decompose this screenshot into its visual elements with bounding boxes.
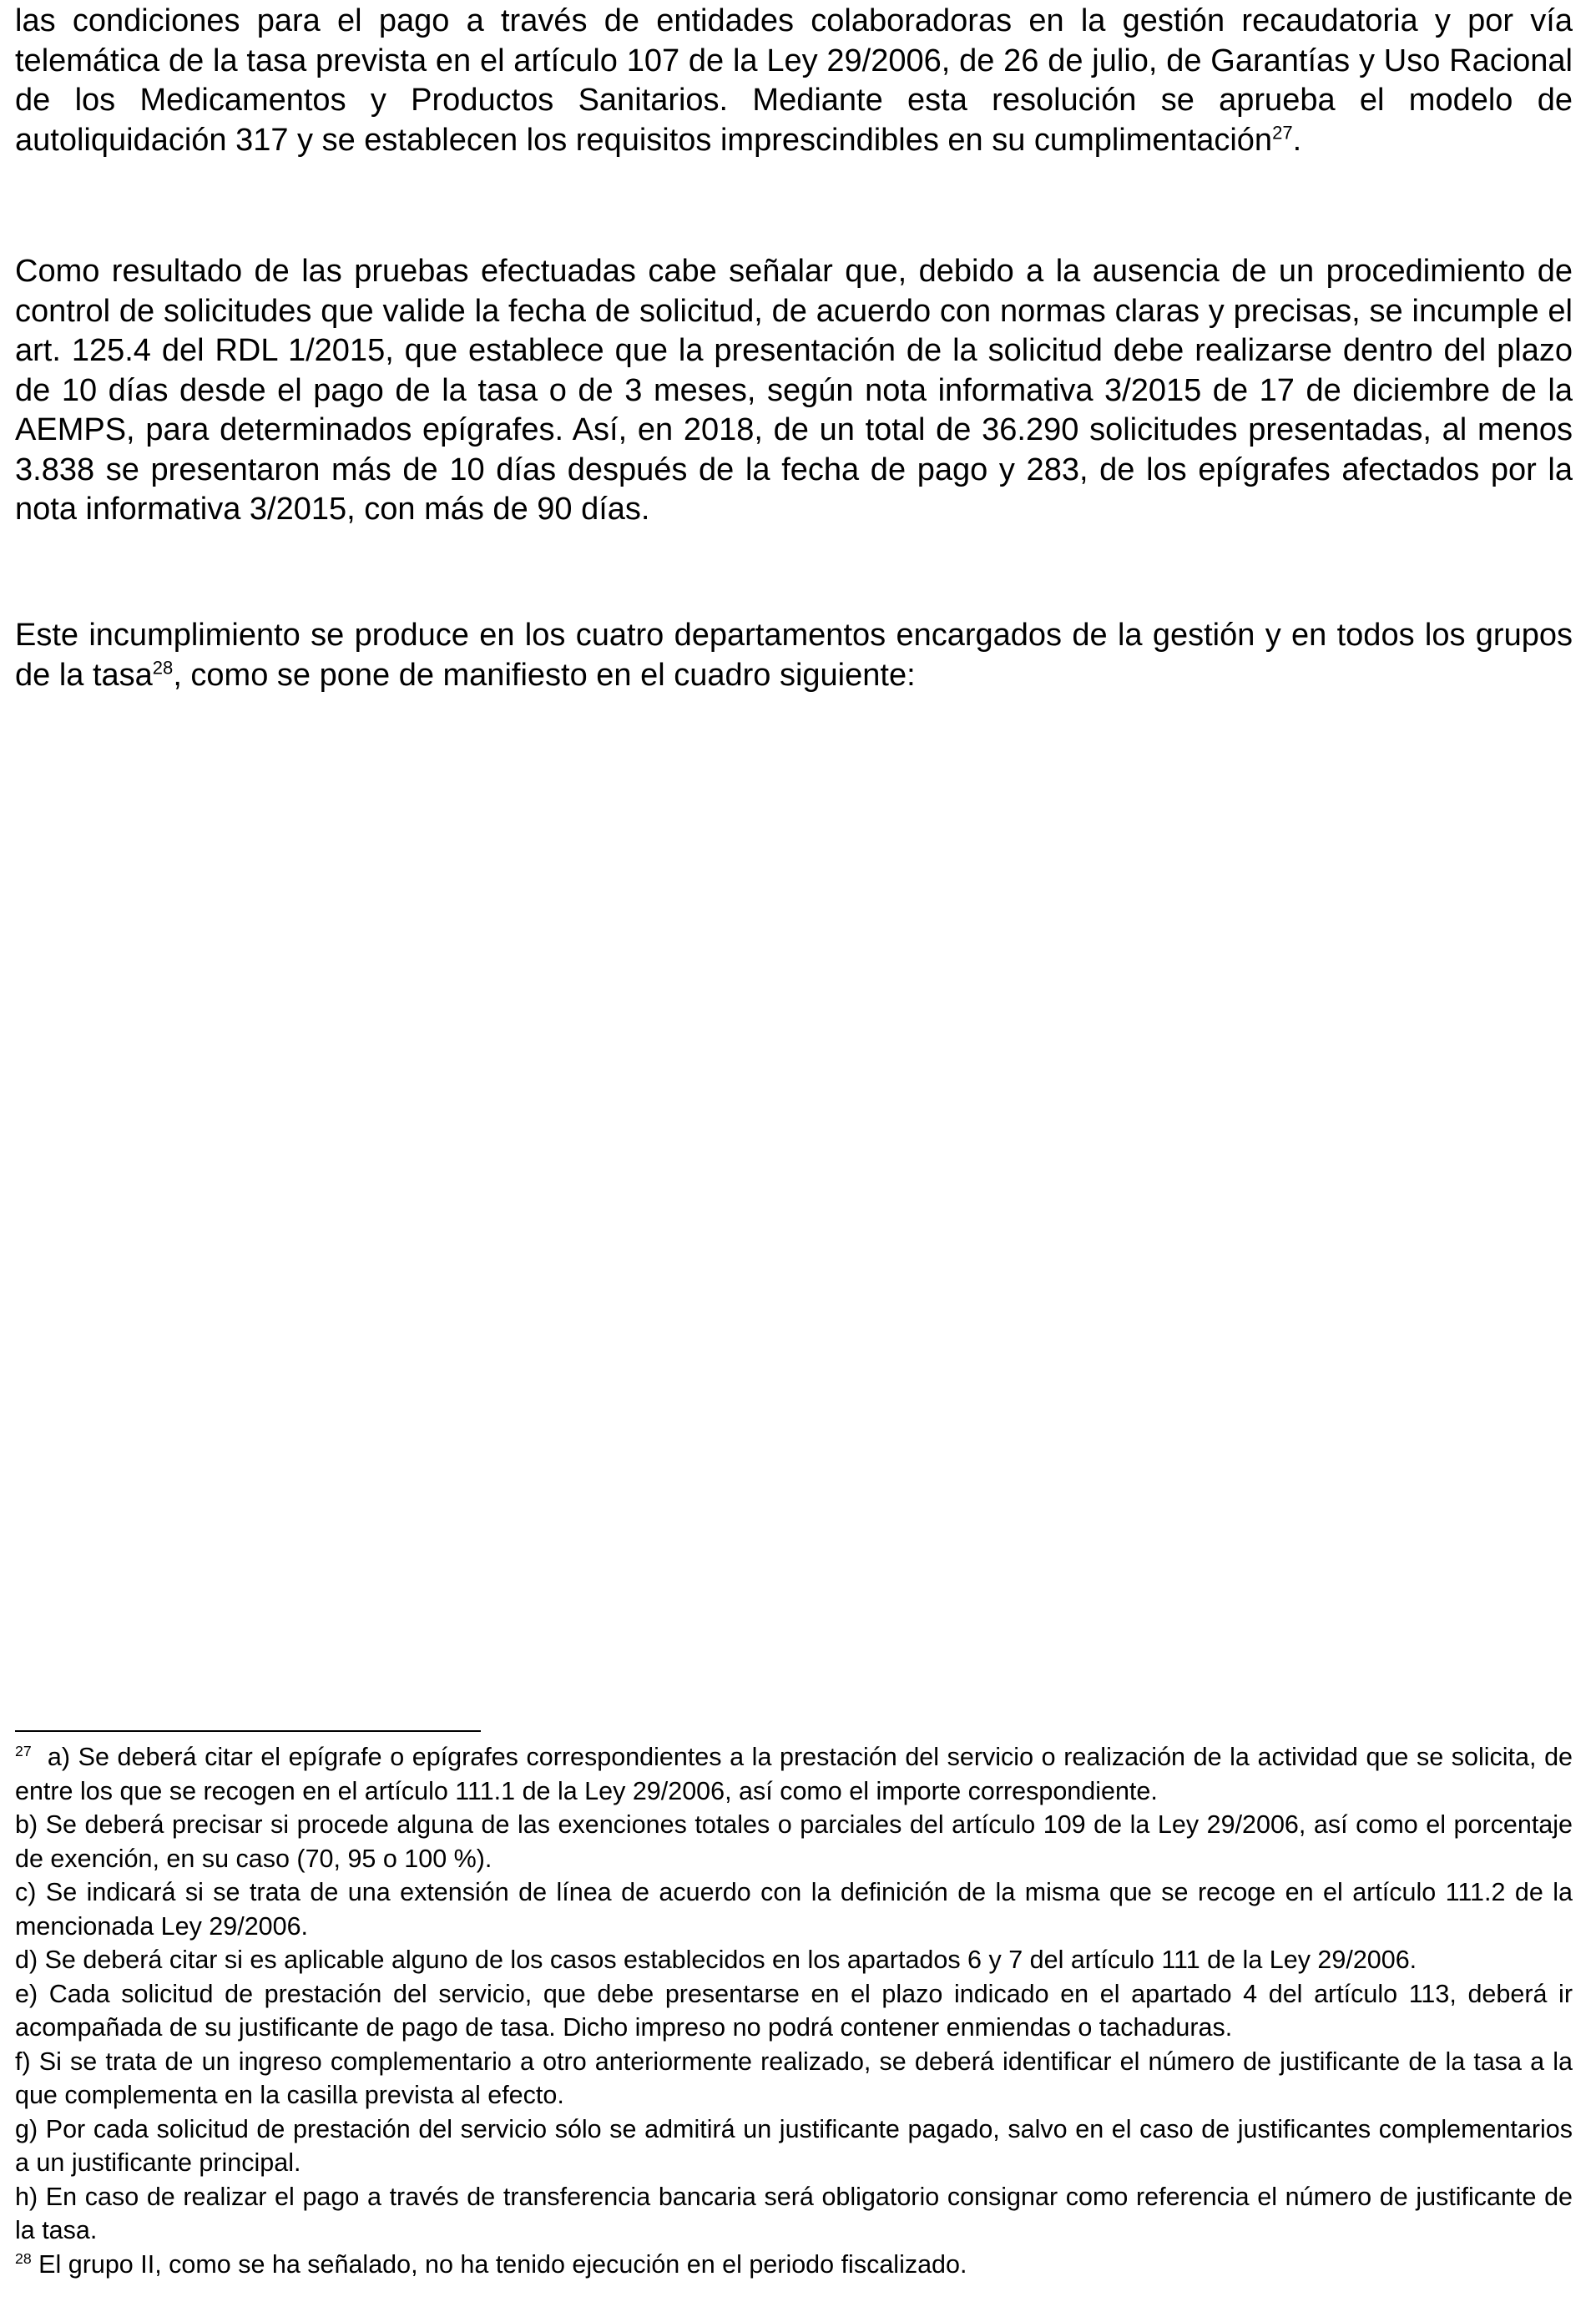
paragraph-3-text: Este incumplimiento se produce en los cuatro departamentos encargados de la gestión y en todos los grupos de la tasa <box>15 618 1573 693</box>
footnote-ref-28[interactable]: 28 <box>152 656 174 678</box>
paragraph-3 <box>15 616 1573 695</box>
footnote-27-item-d: d) Se deberá citar si es aplicable alguno de los casos establecidos en los apartados 6 y 7 del artículo 111 de la Ley 29/2006. <box>15 1946 1417 1974</box>
footnote-27-item-g: g) Por cada solicitud de prestación del servicio sólo se admitirá un justificante pagado, salvo en el caso de justificantes complementarios a un justificante principal. <box>15 2114 1573 2177</box>
footnote-28 <box>15 2248 1573 2282</box>
footnotes <box>15 1740 1573 2281</box>
footnote-27-item-b: b) Se deberá precisar si procede alguna de las exenciones totales o parciales del artículo 109 de la Ley 29/2006, así como el porcentaje de exención, en su caso (70, 95 o 100 %). <box>15 1810 1573 1873</box>
footnote-27-item-a <box>15 1740 1573 1808</box>
paragraph-2 <box>15 252 1573 530</box>
paragraph-3-tail: , como se pone de manifiesto en el cuadro siguiente: <box>173 657 916 693</box>
footnote-27-item-f: f) Si se trata de un ingreso complementario a otro anteriormente realizado, se deberá identificar el número de justificante de la tasa a la que complementa en la casilla prevista al efecto. <box>15 2047 1573 2109</box>
footnote-28-number: 28 <box>15 2249 32 2267</box>
paragraph-1-tail: . <box>1292 122 1302 158</box>
footnote-28-text: El grupo II, como se ha señalado, no ha tenido ejecución en el periodo fiscalizado. <box>38 2249 967 2279</box>
footnote-27-item-a-text: a) Se deberá citar el epígrafe o epígrafes correspondientes a la prestación del servicio o realización de la actividad que se solicita, de entre los que se recogen en el artículo 111.1 de la Ley 29/2006, así como el importe correspondiente. <box>15 1743 1573 1805</box>
footnote-27-item-c: c) Se indicará si se trata de una extensión de línea de acuerdo con la definición de la misma que se recoge en el artículo 111.2 de la mencionada Ley 29/2006. <box>15 1878 1573 1941</box>
footnote-27-item-h: h) En caso de realizar el pago a través de transferencia bancaria será obligatorio consignar como referencia el número de justificante de la tasa. <box>15 2182 1573 2244</box>
footnote-27-number: 27 <box>15 1742 32 1759</box>
paragraph-1-text: las condiciones para el pago a través de entidades colaboradoras en la gestión recaudatoria y por vía telemática de la tasa prevista en el artículo 107 de la Ley 29/2006, de 26 de julio, de Garantías y Uso Racional de los Medicamentos y Productos Sanitarios. Mediante esta resolución se aprueba el modelo de autoliquidación 317 y se establecen los requisitos imprescindibles en su cumplimentación <box>15 3 1573 158</box>
footnote-separator <box>15 1730 481 1732</box>
paragraph-2-text: Como resultado de las pruebas efectuadas cabe señalar que, debido a la ausencia de un procedimiento de control de solicitudes que valide la fecha de solicitud, de acuerdo con normas claras y precisas, se incumple el art. 125.4 del RDL 1/2015, que establece que la presentación de la solicitud debe realizarse dentro del plazo de 10 días desde el pago de la tasa o de 3 meses, según nota informativa 3/2015 de 17 de diciembre de la AEMPS, para determinados epígrafes. Así, en 2018, de un total de 36.290 solicitudes presentadas, al menos 3.838 se presentaron más de 10 días después de la fecha de pago y 283, de los epígrafes afectados por la nota informativa 3/2015, con más de 90 días. <box>15 254 1573 527</box>
footnote-27-item-e: e) Cada solicitud de prestación del servicio, que debe presentarse en el plazo indicado en el apartado 4 del artículo 113, deberá ir acompañada de su justificante de pago de tasa. Dicho impreso no podrá contener enmiendas o tachaduras. <box>15 1979 1573 2042</box>
paragraph-1 <box>15 2 1573 160</box>
footnote-ref-27[interactable]: 27 <box>1272 121 1293 143</box>
